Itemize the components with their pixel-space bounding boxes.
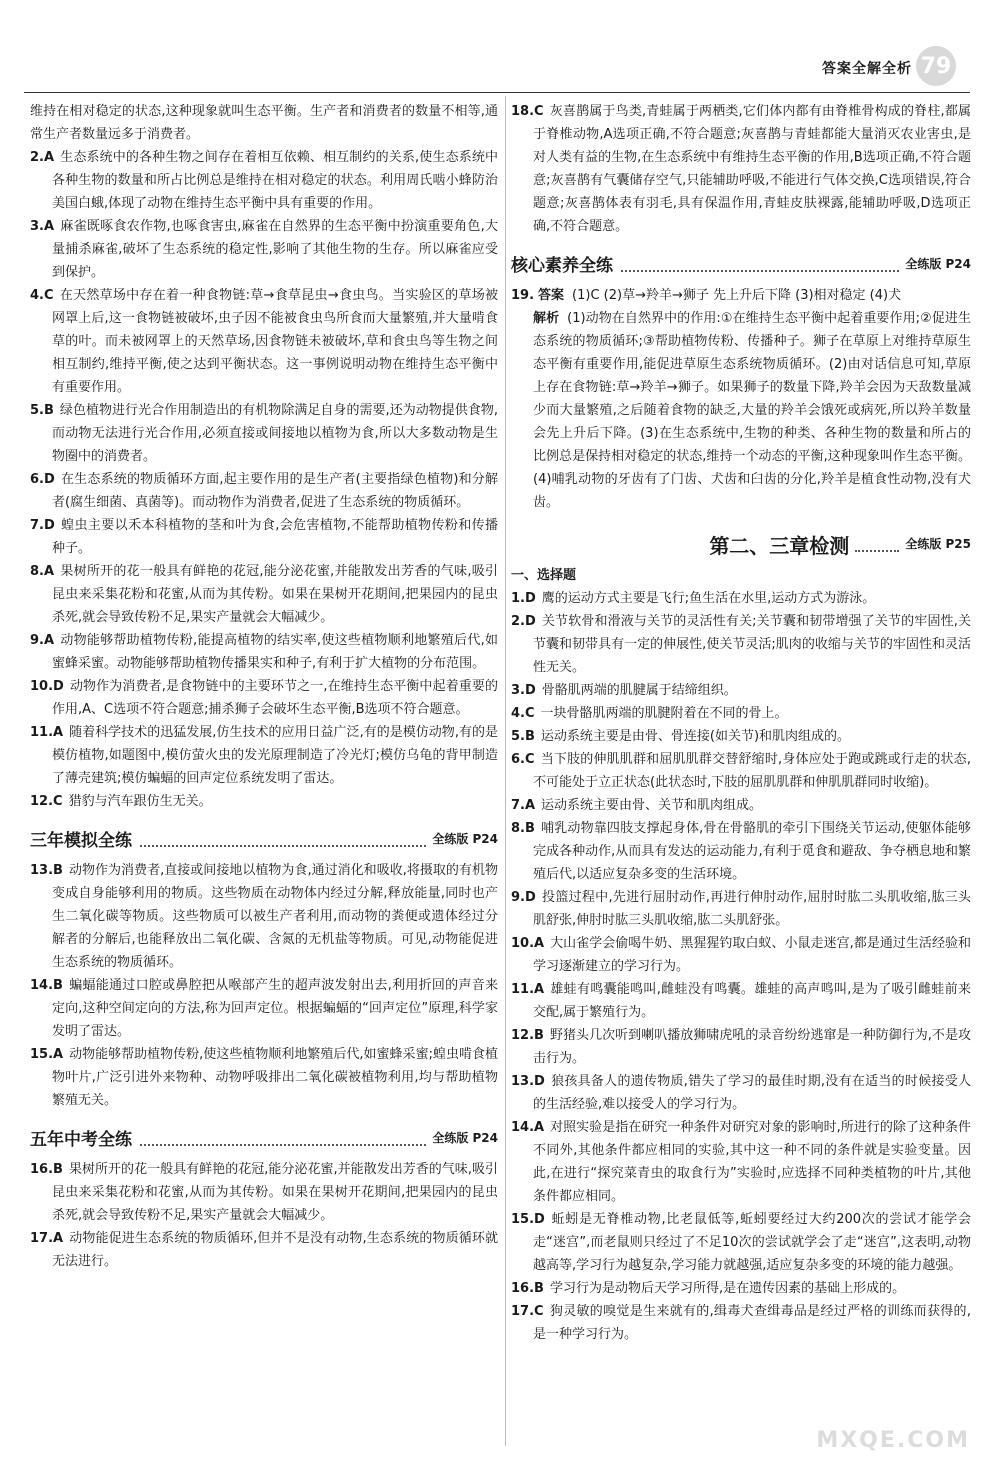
item-text: 运动系统主要由骨、关节和肌肉组成。 [541, 798, 763, 813]
item-text: 在生态系统的物质循环方面,起主要作用的是生产者(主要指绿色植物)和分解者(腐生细菌、真菌等)。而动物作为消费者,促进了生态系统的物质循环。 [52, 472, 498, 510]
item-number: 14.A [511, 1120, 545, 1135]
page-number-badge: 79 [916, 46, 956, 86]
watermark-logo [790, 1393, 980, 1453]
item-number: 8.A [30, 564, 55, 579]
item-text: 灰喜鹊属于鸟类,青蛙属于两栖类,它们体内都有由脊椎骨构成的脊柱,都属于脊椎动物,A选项正确,不符合题意;灰喜鹊与青蛙都能大量消灭农业害虫,是对人类有益的生物,在生态系统中有维持生态平衡的作用,B选项正确,不符合题意;灰喜鹊有气囊储存空气,只能辅助呼吸,不能进行气体交换,C选项错误,符合题意;灰喜鹊体表有羽毛,具有保温作用,青蛙皮肤裸露,能辅助呼吸,D选项正确,不符合题意。 [533, 104, 971, 234]
item-number: 13.B [30, 863, 63, 878]
left-column [30, 100, 498, 1273]
chapter-title: 第二、三章检测 [709, 534, 850, 558]
item-number: 7.A [511, 798, 536, 813]
item-number: 10.D [30, 679, 64, 694]
item-text: 学习行为是动物后天学习所得,是在遗传因素的基础上形成的。 [549, 1281, 906, 1296]
answer-item [30, 721, 498, 790]
section-ref: 全练版 P24 [905, 257, 971, 271]
item-number: 3.A [30, 219, 55, 234]
answer-item [30, 146, 498, 215]
intro-paragraph: 维持在相对稳定的状态,这种现象就叫生态平衡。生产者和消费者的数量不相等,通常生产者数量远多于消费者。 [30, 104, 498, 142]
item-text: 投篮过程中,先进行屈肘动作,再进行伸肘动作,屈肘时肱二头肌收缩,肱三头肌舒张,伸肘时肱三头肌收缩,肱二头肌舒张。 [533, 890, 971, 928]
item-text: 果树所开的花一般具有鲜艳的花冠,能分泌花蜜,并能散发出芳香的气味,吸引昆虫来采集花粉和花蜜,从而为其传粉。如果在果树开花期间,把果园内的昆虫杀死,就会导致传粉不足,果实产量就会大幅减少。 [52, 1162, 498, 1223]
analysis-label: 解析 [533, 311, 560, 326]
answer-item [30, 514, 498, 560]
section-heading [30, 823, 498, 853]
answer-item [30, 399, 498, 468]
item-number: 14.B [30, 978, 63, 993]
item-text: 动物能够帮助植物传粉,能提高植物的结实率,使这些植物顺利地繁殖后代,如蜜蜂采蜜。动物能够帮助植物传播果实和种子,有利于扩大植物的分布范围。 [52, 633, 498, 671]
item-number: 12.C [30, 794, 63, 809]
answer-item [511, 1277, 971, 1300]
item-text: 大山雀学会偷喝牛奶、黑猩猩钓取白蚁、小鼠走迷宫,都是通过生活经验和学习逐渐建立的学习行为。 [533, 936, 971, 974]
right-answers-block-1 [511, 100, 971, 238]
answer-item [511, 748, 971, 794]
section-ref: 全练版 P25 [905, 537, 971, 551]
item-text: 鹰的运动方式主要是飞行;鱼生活在水里,运动方式为游泳。 [541, 591, 876, 606]
item-number: 9.D [511, 890, 536, 905]
answer-item [511, 679, 971, 702]
item-number: 16.B [511, 1281, 544, 1296]
answer-item [511, 1300, 971, 1346]
answer-item [511, 932, 971, 978]
answer-item [30, 560, 498, 629]
q19-answer [511, 284, 971, 307]
section-ref: 全练版 P24 [432, 832, 498, 846]
left-answers-block-1 [30, 146, 498, 813]
item-text: 生态系统中的各种生物之间存在着相互依赖、相互制约的关系,使生态系统中各种生物的数量和所占比例总是维持在相对稳定的状态。利用周氏啮小蜂防治美国白蛾,体现了动物在维持生态平衡中具有重要的作用。 [52, 150, 498, 211]
answer-item [30, 1158, 498, 1227]
item-number: 17.A [30, 1231, 64, 1246]
item-number: 1.D [511, 591, 536, 606]
answer-item [511, 886, 971, 932]
answer-item [511, 610, 971, 679]
item-text: 关节软骨和滑液与关节的灵活性有关;关节囊和韧带增强了关节的牢固性,关节囊和韧带具有一定的伸展性,使关节灵活;肌肉的收缩与关节的牢固性和灵活性无关。 [533, 614, 971, 675]
item-text: 绿色植物进行光合作用制造出的有机物除满足自身的需要,还为动物提供食物,而动物无法进行光合作用,必须直接或间接地以植物为食,所以大多数动物是生物圈中的消费者。 [52, 403, 498, 464]
item-text: 蝗虫主要以禾本科植物的茎和叶为食,会危害植物,不能帮助植物传粉和传播种子。 [52, 518, 498, 556]
right-column [511, 100, 971, 1346]
answer-text: (1)C (2)草→羚羊→狮子 先上升后下降 (3)相对稳定 (4)犬 [572, 288, 902, 303]
right-answers-block-2 [511, 587, 971, 1346]
answer-item [30, 284, 498, 399]
answer-item [30, 215, 498, 284]
item-number: 15.D [511, 1212, 545, 1227]
item-number: 5.B [30, 403, 54, 418]
item-number: 2.A [30, 150, 55, 165]
item-number: 13.D [511, 1074, 545, 1089]
item-number: 18.C [511, 104, 544, 119]
item-number: 15.A [30, 1047, 64, 1062]
answer-item [30, 790, 498, 813]
section-title: 核心素养全练 [511, 256, 613, 276]
answer-item [30, 629, 498, 675]
answer-item [511, 1070, 971, 1116]
section-title: 五年中考全练 [30, 1130, 132, 1150]
item-number: 4.C [511, 706, 535, 721]
item-text: 运动系统主要是由骨、骨连接(如关节)和肌肉组成的。 [540, 729, 851, 744]
left-answers-block-2 [30, 859, 498, 1112]
chapter-heading [511, 524, 971, 558]
section-title: 三年模拟全练 [30, 831, 132, 851]
item-number: 6.C [511, 752, 535, 767]
answer-item [511, 978, 971, 1024]
item-text: 猎豹与汽车跟仿生无关。 [68, 794, 212, 809]
answer-item [511, 1116, 971, 1208]
header-rule [24, 92, 970, 93]
item-text: 当下肢的伸肌肌群和屈肌肌群交替舒缩时,身体应处于跑或跳或行走的状态,不可能处于立正状态(此状态时,下肢的屈肌肌群和伸肌肌群同时收缩)。 [533, 752, 971, 790]
item-text: 对照实验是指在研究一种条件对研究对象的影响时,所进行的除了这种条件不同外,其他条件都应相同的实验,其中这一种不同的条件就是实验变量。因此,在进行“探究菜青虫的取食行为”实验时,应选择不同种类植物的叶片,其他条件都应相同。 [533, 1120, 971, 1204]
leader-dots [140, 1144, 426, 1146]
item-number: 6.D [30, 472, 55, 487]
item-number: 11.A [30, 725, 64, 740]
q19-analysis [511, 307, 971, 514]
item-text: 动物作为消费者,是食物链中的主要环节之一,在维持生态平衡中起着重要的作用,A、C选项不符合题意;捕杀狮子会破坏生态平衡,B选项不符合题意。 [52, 679, 498, 717]
item-text: 在天然草场中存在着一种食物链:草→食草昆虫→食虫鸟。当实验区的草场被网罩上后,这一食物链被破坏,虫子因不能被食虫鸟所食而大量繁殖,并大量啃食草的叶。而未被网罩上的天然草场,因食物链未被破坏,草和食虫鸟等生物之间相互制约,维持平衡,使之达到平衡状态。这一事例说明动物在维持生态平衡中有重要作用。 [52, 288, 498, 395]
answer-item [511, 1208, 971, 1277]
section-ref: 全练版 P24 [432, 1131, 498, 1145]
analysis-text: (1)动物在自然界中的作用:①在维持生态平衡中起着重要作用;②促进生态系统的物质循环;③帮助植物传粉、传播种子。狮子在草原上对维持草原生态平衡有重要作用,能促进草原生态系统物质循环。(2)由对话信息可知,草原上存在食物链:草→羚羊→狮子。如果狮子的数量下降,羚羊会因为天敌数量减少而大量繁殖,之后随着食物的缺乏,大量的羚羊会饿死或病死,所以羚羊数量会先上升后下降。(3)在生态系统中,生物的种类、各种生物的数量和所占的比例总是保持相对稳定的状态,维持一个动态的平衡,这种现象叫作生态平衡。(4)哺乳动物的牙齿有了门齿、犬齿和臼齿的分化,羚羊是植食性动物,没有犬齿。 [533, 311, 971, 510]
answer-item [30, 859, 498, 974]
answer-item [30, 675, 498, 721]
item-number: 17.C [511, 1304, 544, 1319]
section-heading [511, 248, 971, 278]
item-number: 7.D [30, 518, 55, 533]
item-number: 5.B [511, 729, 535, 744]
item-text: 一块骨骼肌两端的肌腱附着在不同的骨上。 [540, 706, 788, 721]
answer-item [511, 702, 971, 725]
item-number: 4.C [30, 288, 54, 303]
item-number: 9.A [30, 633, 55, 648]
watermark-text: MXQE.COM [816, 1428, 970, 1453]
answer-item [30, 1043, 498, 1112]
item-text: 动物作为消费者,直接或间接地以植物为食,通过消化和吸收,将摄取的有机物变成自身能够利用的物质。这些物质在动物体内经过分解,释放能量,同时也产生二氧化碳等物质。这些物质可以被生产者利用,而动物的粪便或遗体经过分解者的分解后,也能释放出二氧化碳、含氮的无机盐等物质。可见,动物能促进生态系统的物质循环。 [52, 863, 498, 970]
item-text: 狼孩具备人的遗传物质,错失了学习的最佳时期,没有在适当的时候接受人的生活经验,难以接受人的学习行为。 [533, 1074, 971, 1112]
item-number: 11.A [511, 982, 545, 997]
item-text: 果树所开的花一般具有鲜艳的花冠,能分泌花蜜,并能散发出芳香的气味,吸引昆虫来采集花粉和花蜜,从而为其传粉。如果在果树开花期间,把果园内的昆虫杀死,就会导致传粉不足,果实产量就会大幅减少。 [52, 564, 498, 625]
header-title: 答案全解全析 [822, 61, 912, 77]
subheading: 一、选择题 [511, 568, 577, 583]
item-text: 骨骼肌两端的肌腱属于结缔组织。 [541, 683, 737, 698]
item-text: 麻雀既啄食农作物,也啄食害虫,麻雀在自然界的生态平衡中扮演重要角色,大量捕杀麻雀,破坏了生态系统的稳定性,影响了其他生物的生存。所以麻雀应受到保护。 [52, 219, 498, 280]
answer-item [30, 974, 498, 1043]
answer-item [511, 725, 971, 748]
answer-item [511, 100, 971, 238]
item-text: 野猪头几次听到喇叭播放狮啸虎吼的录音纷纷逃窜是一种防御行为,不是攻击行为。 [533, 1028, 971, 1066]
column-divider [505, 96, 506, 1446]
page-header [0, 0, 1000, 96]
item-text: 哺乳动物靠四肢支撑起身体,骨在骨骼肌的牵引下围绕关节运动,使躯体能够完成各种动作,从而具有发达的运动能力,有利于觅食和避敌、争夺栖息地和繁殖后代,以适应复杂多变的生活环境。 [533, 821, 971, 882]
answer-item [511, 794, 971, 817]
item-number: 19. [511, 288, 535, 303]
item-number: 8.B [511, 821, 535, 836]
item-number: 16.B [30, 1162, 63, 1177]
item-text: 蝙蝠能通过口腔或鼻腔把从喉部产生的超声波发射出去,利用折回的声音来定向,这种空间定向的方法,称为回声定位。根据蝙蝠的“回声定位”原理,科学家发明了雷达。 [52, 978, 498, 1039]
item-number: 12.B [511, 1028, 544, 1043]
item-number: 2.D [511, 614, 536, 629]
item-text: 蚯蚓是无脊椎动物,比老鼠低等,蚯蚓要经过大约200次的尝试才能学会走“迷宫”,而老鼠则只经过了不足10次的尝试就学会了走“迷宫”,这表明,动物越高等,学习行为越复杂,学习能力就越强,适应复杂多变的环境的能力越强。 [533, 1212, 971, 1273]
leader-dots [140, 845, 426, 847]
answer-label: 答案 [538, 288, 565, 303]
answer-item [30, 468, 498, 514]
answer-item [30, 1227, 498, 1273]
answer-item [511, 1024, 971, 1070]
left-answers-block-3 [30, 1158, 498, 1273]
item-number: 3.D [511, 683, 536, 698]
answer-item [511, 817, 971, 886]
item-text: 雄蛙有鸣囊能鸣叫,雌蛙没有鸣囊。雄蛙的高声鸣叫,是为了吸引雌蛙前来交配,属于繁殖行为。 [533, 982, 971, 1020]
leader-dots [855, 550, 899, 552]
item-text: 狗灵敏的嗅觉是生来就有的,缉毒犬查缉毒品是经过严格的训练而获得的,是一种学习行为。 [533, 1304, 971, 1342]
item-text: 动物能促进生态系统的物质循环,但并不是没有动物,生态系统的物质循环就无法进行。 [52, 1231, 498, 1269]
item-text: 随着科学技术的迅猛发展,仿生技术的应用日益广泛,有的是模仿动物,有的是模仿植物,如题图中,模仿萤火虫的发光原理制造了冷光灯;模仿乌龟的背甲制造了薄壳建筑;模仿蝙蝠的回声定位系统发明了雷达。 [52, 725, 498, 786]
item-number: 10.A [511, 936, 545, 951]
answer-item [511, 587, 971, 610]
leader-dots [621, 270, 899, 272]
item-text: 动物能够帮助植物传粉,使这些植物顺利地繁殖后代,如蜜蜂采蜜;蝗虫啃食植物叶片,广泛引进外来物种、动物呼吸排出二氧化碳被植物利用,均与帮助植物繁殖无关。 [52, 1047, 498, 1108]
section-heading [30, 1122, 498, 1152]
